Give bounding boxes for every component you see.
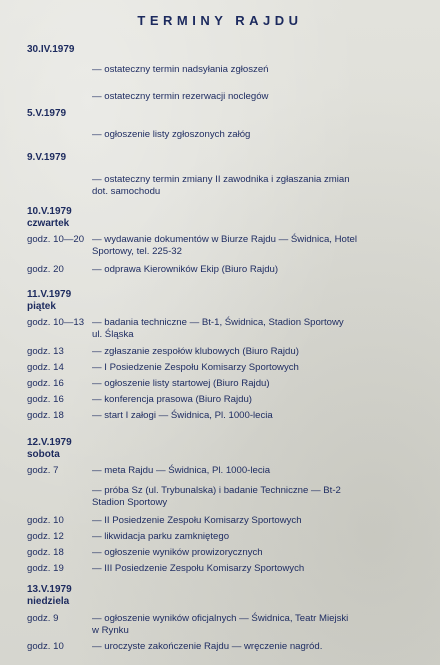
schedule-entry <box>27 346 427 358</box>
section-date: 9.V.1979 <box>27 152 67 163</box>
section-date: 10.V.1979 <box>27 206 72 217</box>
schedule-entry <box>27 613 427 637</box>
schedule-entry <box>27 531 427 543</box>
section-date: 12.V.1979 <box>27 437 72 448</box>
entry-time: godz. 9 <box>27 613 59 624</box>
entry-text: — odprawa Kierowników Ekip (Biuro Rajdu) <box>92 264 279 275</box>
schedule-section <box>27 108 427 140</box>
section-date: 11.V.1979 <box>27 289 72 300</box>
entry-time: godz. 10 <box>27 515 64 526</box>
entry-time: godz. 14 <box>27 362 64 373</box>
schedule-entry <box>27 64 427 76</box>
entry-text: — ogłoszenie listy startowej (Biuro Rajdu) <box>92 378 270 389</box>
schedule-entry <box>27 563 427 575</box>
schedule-entry <box>27 410 427 422</box>
entry-time: godz. 10—20 <box>27 234 85 245</box>
entry-text: — meta Rajdu — Świdnica, Pl. 1000-lecia <box>92 465 271 476</box>
entry-text: — ostateczny termin nadsyłania zgłoszeń <box>92 64 269 75</box>
section-day: czwartek <box>27 218 70 229</box>
schedule-section <box>27 437 427 574</box>
entry-text: — ogłoszenie wyników prowizorycznych <box>92 547 263 558</box>
section-day: piątek <box>27 301 56 312</box>
entry-time: godz. 16 <box>27 394 64 405</box>
schedule-section <box>27 206 427 275</box>
section-day: sobota <box>27 449 60 460</box>
entry-time: godz. 19 <box>27 563 64 574</box>
section-date: 30.IV.1979 <box>27 44 75 55</box>
entry-text: — I Posiedzenie Zespołu Komisarzy Sportowych <box>92 362 299 373</box>
entry-text: — ostateczny termin zmiany II zawodnika i zgłaszania zmian dot. samochodu <box>92 174 350 197</box>
entry-text: — likwidacja parku zamkniętego <box>92 531 230 542</box>
entry-time: godz. 18 <box>27 410 64 421</box>
section-date: 5.V.1979 <box>27 108 67 119</box>
entry-text: — wydawanie dokumentów w Biurze Rajdu — Świdnica, Hotel Sportowy, tel. 225-32 <box>92 234 358 257</box>
schedule-entry <box>27 465 427 477</box>
schedule-entry <box>27 394 427 406</box>
schedule-entry <box>27 547 427 559</box>
schedule-entry <box>27 91 427 103</box>
schedule-entry <box>27 641 427 653</box>
schedule-entry <box>27 378 427 390</box>
page-title: TERMINY RAJDU <box>137 13 303 28</box>
schedule-entry <box>27 174 427 198</box>
schedule-section <box>27 289 427 421</box>
entry-text: — III Posiedzenie Zespołu Komisarzy Sportowych <box>92 563 305 574</box>
entry-time: godz. 20 <box>27 264 64 275</box>
schedule-entry <box>27 317 427 341</box>
entry-text: — uroczyste zakończenie Rajdu — wręczenie nagród. <box>92 641 323 652</box>
schedule-entry <box>27 515 427 527</box>
entry-time: godz. 16 <box>27 378 64 389</box>
schedule-entry <box>27 362 427 374</box>
schedule-entry <box>27 234 427 258</box>
entry-text: — ogłoszenie listy zgłoszonych załóg <box>92 129 251 140</box>
entry-text: — ogłoszenie wyników oficjalnych — Świdnica, Teatr Miejski w Rynku <box>92 613 349 636</box>
schedule-entry <box>27 129 427 141</box>
entry-text: — badania techniczne — Bt-1, Świdnica, Stadion Sportowy ul. Śląska <box>92 317 344 340</box>
entry-text: — konferencja prasowa (Biuro Rajdu) <box>92 394 252 405</box>
entry-time: godz. 18 <box>27 547 64 558</box>
schedule-entry <box>27 485 427 509</box>
schedule-entry <box>27 264 427 276</box>
entry-text: — próba Sz (ul. Trybunalska) i badanie Techniczne — Bt-2 Stadion Sportowy <box>92 485 341 508</box>
schedule-section <box>27 584 427 652</box>
entry-time: godz. 7 <box>27 465 59 476</box>
schedule-section <box>27 152 427 197</box>
entry-text: — II Posiedzenie Zespołu Komisarzy Sportowych <box>92 515 302 526</box>
entry-time: godz. 13 <box>27 346 64 357</box>
entry-time: godz. 10 <box>27 641 64 652</box>
section-day: niedziela <box>27 596 70 607</box>
entry-text: — ostateczny termin rezerwacji noclegów <box>92 91 269 102</box>
entry-time: godz. 10—13 <box>27 317 85 328</box>
section-date: 13.V.1979 <box>27 584 72 595</box>
entry-text: — start I załogi — Świdnica, Pl. 1000-lecia <box>92 410 273 421</box>
entry-time: godz. 12 <box>27 531 64 542</box>
schedule-section <box>27 44 427 102</box>
entry-text: — zgłaszanie zespołów klubowych (Biuro Rajdu) <box>92 346 299 357</box>
